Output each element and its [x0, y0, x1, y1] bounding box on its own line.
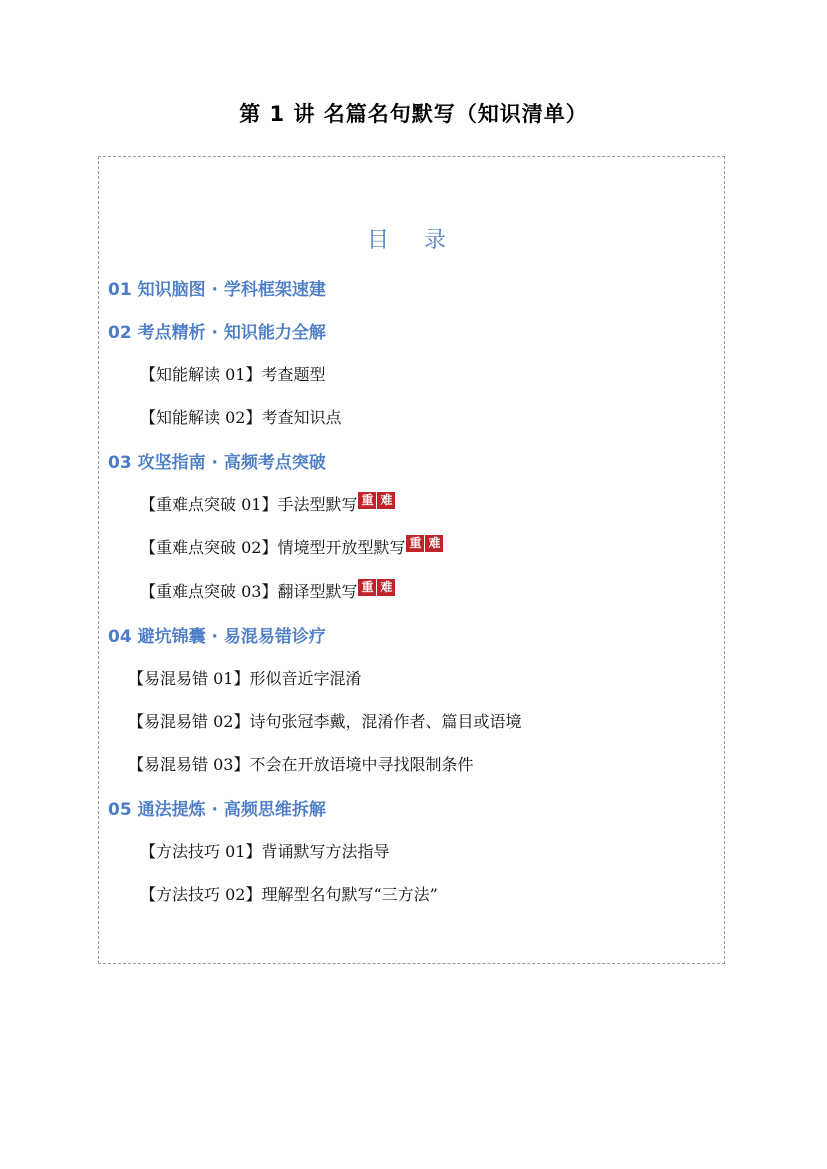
toc-section-01[interactable]: 01 知识脑图 · 学科框架速建 [108, 280, 326, 300]
toc-item-05-02[interactable]: 【方法技巧 02】理解型名句默写“三方法” [140, 885, 438, 904]
nan-badge: 难 [377, 579, 395, 596]
nan-badge: 难 [377, 492, 395, 509]
toc-item-03-01[interactable] [140, 492, 395, 515]
document-title: 第 1 讲 名篇名句默写（知识清单） [239, 102, 588, 126]
nan-badge: 难 [425, 535, 443, 552]
toc-item-02-01[interactable]: 【知能解读 01】考查题型 [140, 365, 326, 384]
zhong-badge: 重 [358, 492, 376, 509]
toc-item-label: 【重难点突破 03】翻译型默写 [140, 582, 358, 601]
toc-section-04[interactable]: 04 避坑锦囊 · 易混易错诊疗 [108, 627, 326, 647]
toc-item-04-01[interactable]: 【易混易错 01】形似音近字混淆 [128, 669, 362, 688]
toc-section-02[interactable]: 02 考点精析 · 知识能力全解 [108, 323, 326, 343]
toc-item-04-02[interactable]: 【易混易错 02】诗句张冠李戴，混淆作者、篇目或语境 [128, 712, 522, 731]
toc-item-04-03[interactable]: 【易混易错 03】不会在开放语境中寻找限制条件 [128, 755, 474, 774]
toc-item-label: 【重难点突破 01】手法型默写 [140, 495, 358, 514]
toc-heading: 目 录 [367, 228, 460, 253]
toc-item-03-03[interactable] [140, 579, 395, 602]
toc-item-02-02[interactable]: 【知能解读 02】考查知识点 [140, 408, 342, 427]
toc-item-label: 【重难点突破 02】情境型开放型默写 [140, 538, 406, 557]
toc-item-03-02[interactable] [140, 535, 443, 558]
toc-section-05[interactable]: 05 通法提炼 · 高频思维拆解 [108, 800, 326, 820]
zhong-badge: 重 [406, 535, 424, 552]
toc-section-03[interactable]: 03 攻坚指南 · 高频考点突破 [108, 453, 326, 473]
zhong-badge: 重 [358, 579, 376, 596]
toc-item-05-01[interactable]: 【方法技巧 01】背诵默写方法指导 [140, 842, 390, 861]
